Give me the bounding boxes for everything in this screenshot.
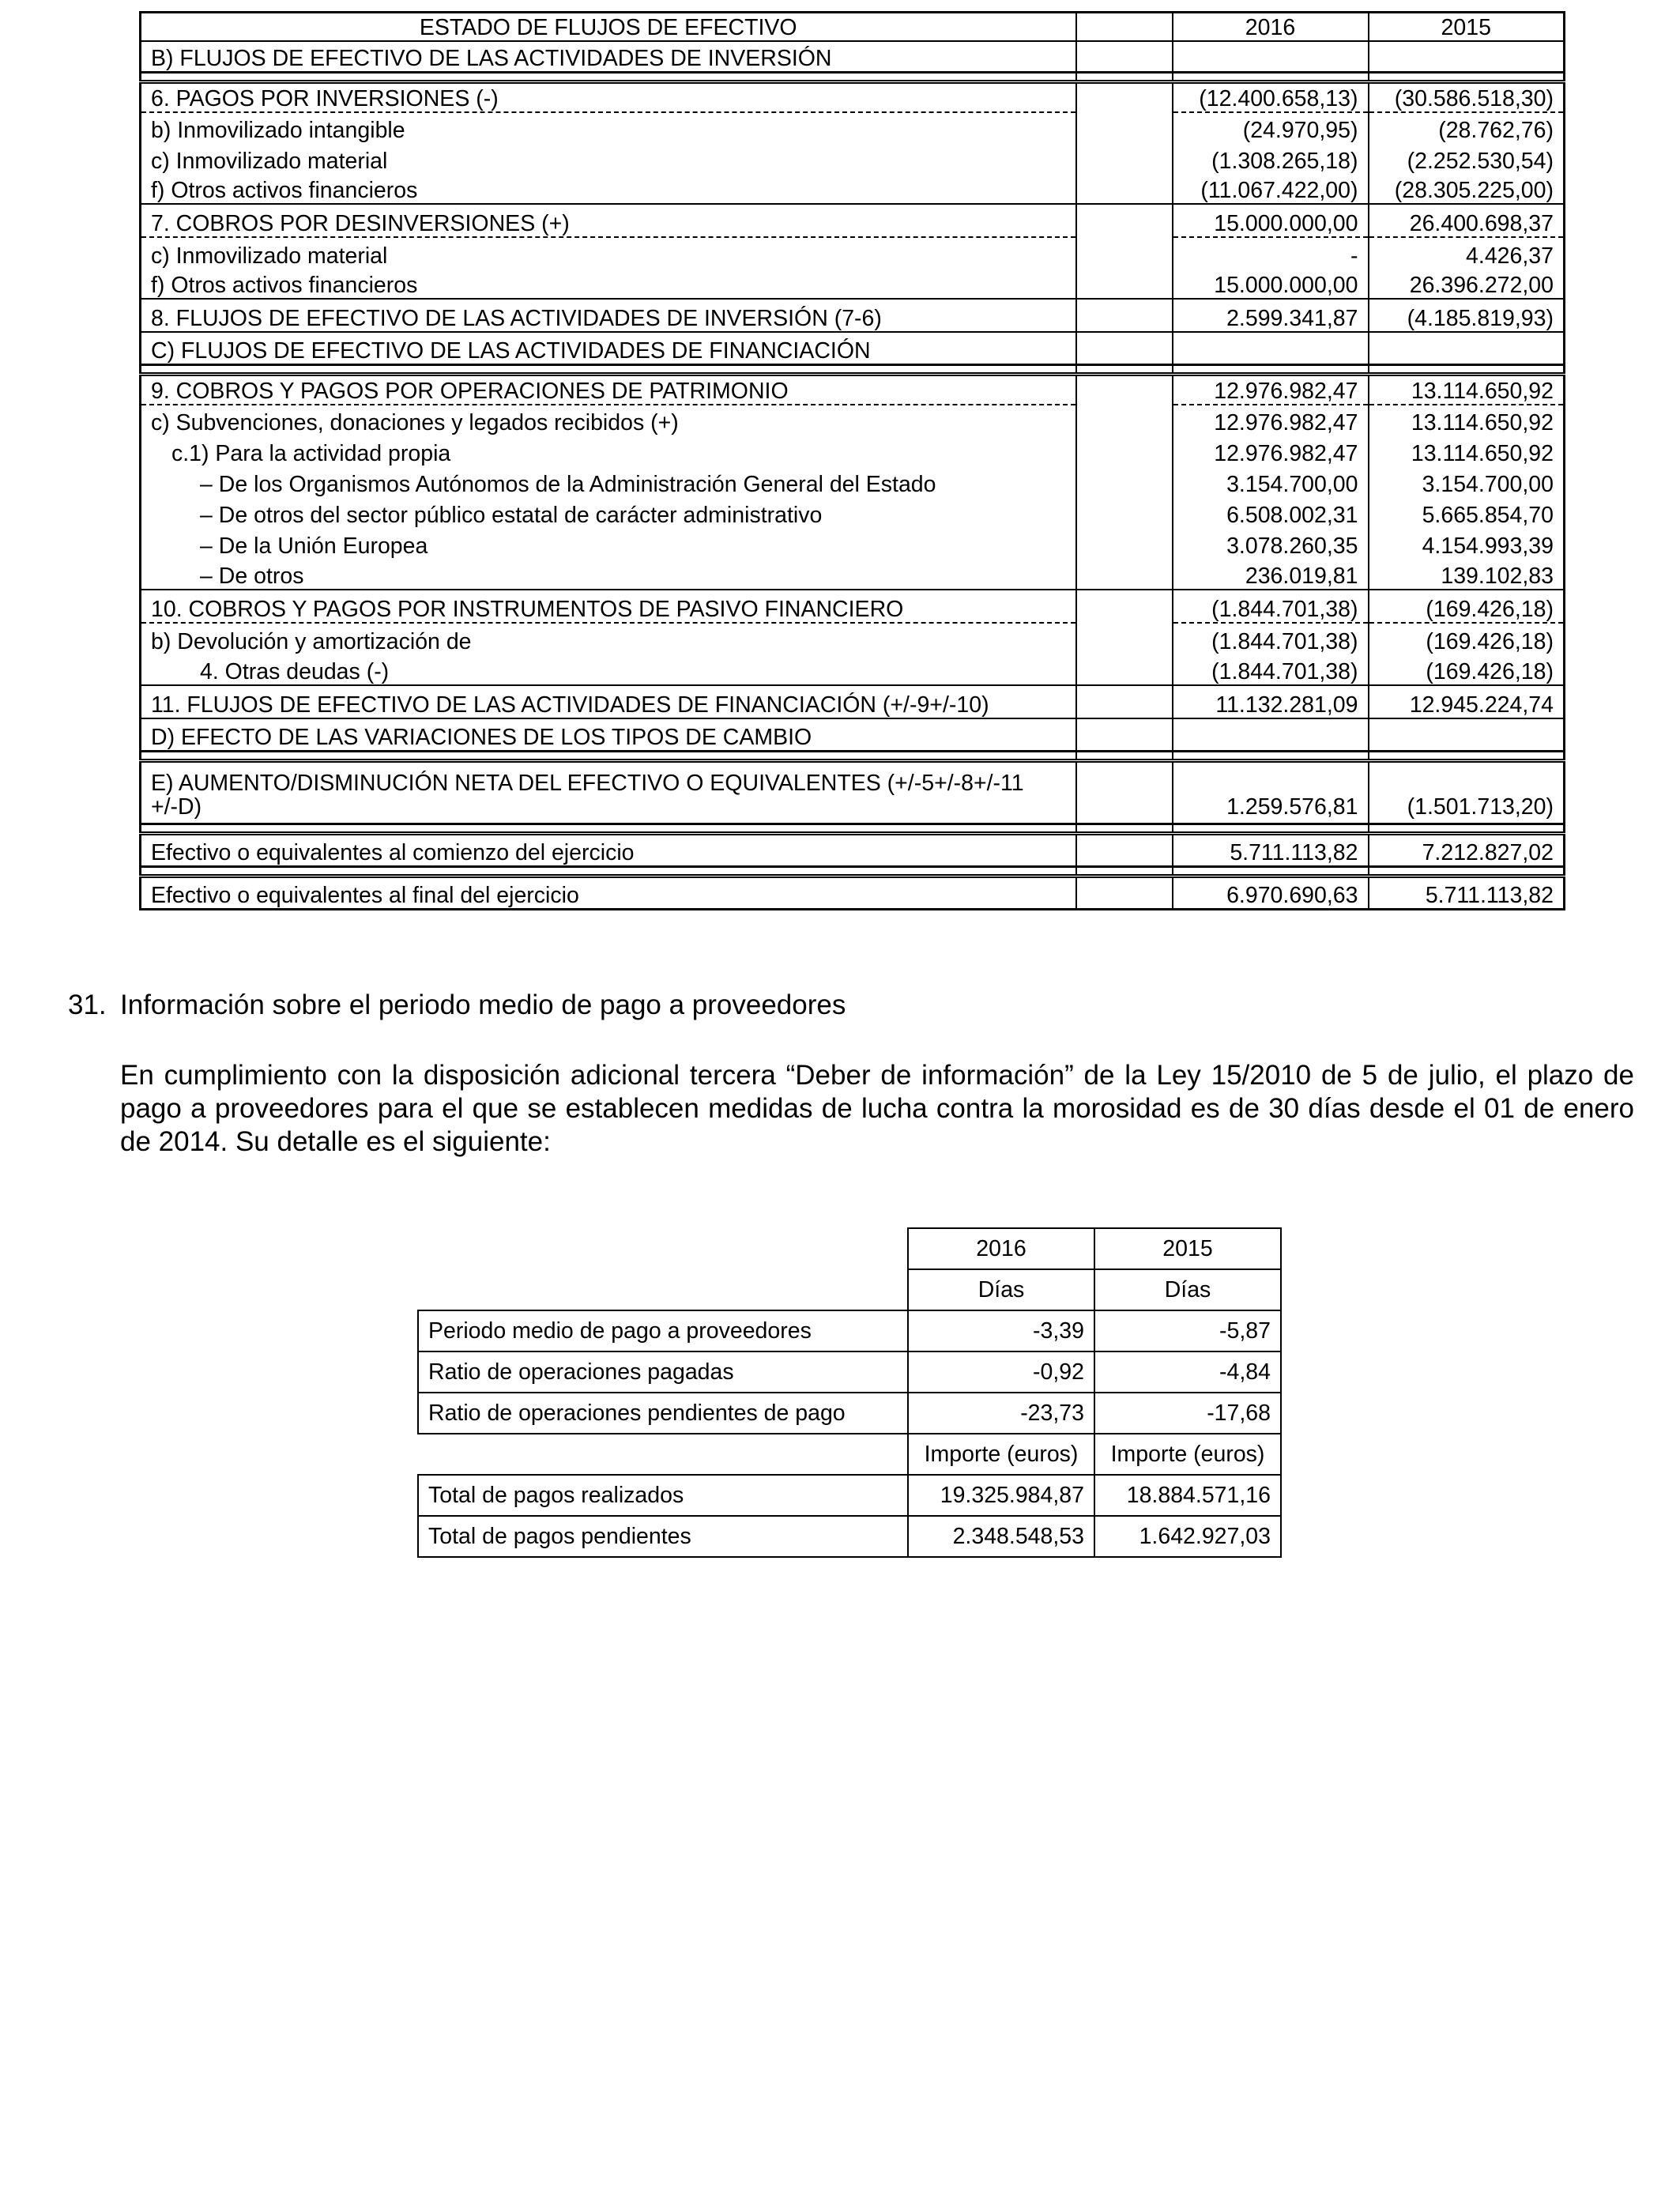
table-row: – De la Unión Europea 3.078.260,35 4.154.993,39 bbox=[141, 528, 1565, 559]
table-row: Periodo medio de pago a proveedores -3,39 -5,87 bbox=[418, 1310, 1281, 1351]
table-row: – De otros 236.019,81 139.102,83 bbox=[141, 559, 1565, 590]
table-row: f) Otros activos financieros 15.000.000,00 26.396.272,00 bbox=[141, 269, 1565, 299]
table-row: 8. FLUJOS DE EFECTIVO DE LAS ACTIVIDADES DE INVERSIÓN (7-6) 2.599.341,87 (4.185.819,93) bbox=[141, 299, 1565, 332]
table-row: 9. COBROS Y PAGOS POR OPERACIONES DE PATRIMONIO 12.976.982,47 13.114.650,92 bbox=[141, 375, 1565, 405]
table-row: – De los Organismos Autónomos de la Administración General del Estado 3.154.700,00 3.154.700,00 bbox=[141, 466, 1565, 497]
table-row: 4. Otras deudas (-) (1.844.701,38) (169.426,18) bbox=[141, 654, 1565, 685]
unit-amount-2016: Importe (euros) bbox=[908, 1434, 1094, 1475]
table-row: f) Otros activos financieros (11.067.422,00) (28.305.225,00) bbox=[141, 174, 1565, 204]
cash-flow-title: ESTADO DE FLUJOS DE EFECTIVO bbox=[141, 13, 1076, 41]
years-header-row bbox=[418, 1228, 1281, 1269]
table-row: 10. COBROS Y PAGOS POR INSTRUMENTOS DE PASIVO FINANCIERO (1.844.701,38) (169.426,18) bbox=[141, 590, 1565, 623]
section-b-heading-row bbox=[141, 41, 1565, 73]
table-row: b) Devolución y amortización de (1.844.701,38) (169.426,18) bbox=[141, 623, 1565, 654]
cash-flow-table bbox=[139, 11, 1565, 910]
section-c-heading-row: C) FLUJOS DE EFECTIVO DE LAS ACTIVIDADES DE FINANCIACIÓN bbox=[141, 332, 1565, 365]
table-row: – De otros del sector público estatal de carácter administrativo 6.508.002,31 5.665.854,70 bbox=[141, 497, 1565, 528]
table-row: 11. FLUJOS DE EFECTIVO DE LAS ACTIVIDADES DE FINANCIACIÓN (+/-9+/-10) 11.132.281,09 12.945.224,74 bbox=[141, 685, 1565, 718]
payment-period-table bbox=[417, 1227, 1282, 1558]
table-row: c) Subvenciones, donaciones y legados recibidos (+) 12.976.982,47 13.114.650,92 bbox=[141, 405, 1565, 435]
unit-amount-2015: Importe (euros) bbox=[1094, 1434, 1281, 1475]
year-2015-header: 2015 bbox=[1369, 13, 1565, 41]
unit-amount-row bbox=[418, 1434, 1281, 1475]
table-row: c) Inmovilizado material (1.308.265,18) (2.252.530,54) bbox=[141, 143, 1565, 174]
table-row: Ratio de operaciones pendientes de pago -23,73 -17,68 bbox=[418, 1393, 1281, 1434]
table-row: Total de pagos realizados 19.325.984,87 18.884.571,16 bbox=[418, 1475, 1281, 1516]
year-2016-header: 2016 bbox=[1173, 13, 1369, 41]
row-label: B) FLUJOS DE EFECTIVO DE LAS ACTIVIDADES DE INVERSIÓN bbox=[141, 41, 1076, 73]
unit-days-row bbox=[418, 1269, 1281, 1310]
table-row: 6. PAGOS POR INVERSIONES (-) (12.400.658,13) (30.586.518,30) bbox=[141, 82, 1565, 112]
section-number: 31. bbox=[68, 990, 107, 1020]
table-row: c) Inmovilizado material - 4.426,37 bbox=[141, 237, 1565, 269]
cash-start-row: Efectivo o equivalentes al comienzo del ejercicio 5.711.113,82 7.212.827,02 bbox=[141, 834, 1565, 867]
table-row: b) Inmovilizado intangible (24.970,95) (28.762,76) bbox=[141, 112, 1565, 143]
cash-flow-header-row bbox=[141, 13, 1565, 41]
section-d-row: D) EFECTO DE LAS VARIACIONES DE LOS TIPOS DE CAMBIO bbox=[141, 718, 1565, 752]
table-row: 7. COBROS POR DESINVERSIONES (+) 15.000.000,00 26.400.698,37 bbox=[141, 204, 1565, 237]
unit-days-2016: Días bbox=[908, 1269, 1094, 1310]
table-row: c.1) Para la actividad propia 12.976.982,47 13.114.650,92 bbox=[141, 435, 1565, 466]
year-2016-header: 2016 bbox=[908, 1228, 1094, 1269]
table-row: Total de pagos pendientes 2.348.548,53 1.642.927,03 bbox=[418, 1516, 1281, 1557]
cash-end-row: Efectivo o equivalentes al final del ejercicio 6.970.690,63 5.711.113,82 bbox=[141, 876, 1565, 910]
section-paragraph: En cumplimiento con la disposición adicional tercera “Deber de información” de la Ley 15/2010 de 5 de julio, el plazo de pago a proveedores para el que se establecen medidas de lucha contra la morosidad es de 30 días desde el 01 de enero de 2014. Su detalle es el siguiente: bbox=[120, 1060, 1634, 1157]
year-2015-header: 2015 bbox=[1094, 1228, 1281, 1269]
section-title: Información sobre el periodo medio de pago a proveedores bbox=[120, 990, 846, 1020]
section-e-row: E) AUMENTO/DISMINUCIÓN NETA DEL EFECTIVO O EQUIVALENTES (+/-5+/-8+/-11 +/-D) 1.259.576,81 (1.501.713,20) bbox=[141, 761, 1565, 824]
unit-days-2015: Días bbox=[1094, 1269, 1281, 1310]
table-row: Ratio de operaciones pagadas -0,92 -4,84 bbox=[418, 1351, 1281, 1393]
